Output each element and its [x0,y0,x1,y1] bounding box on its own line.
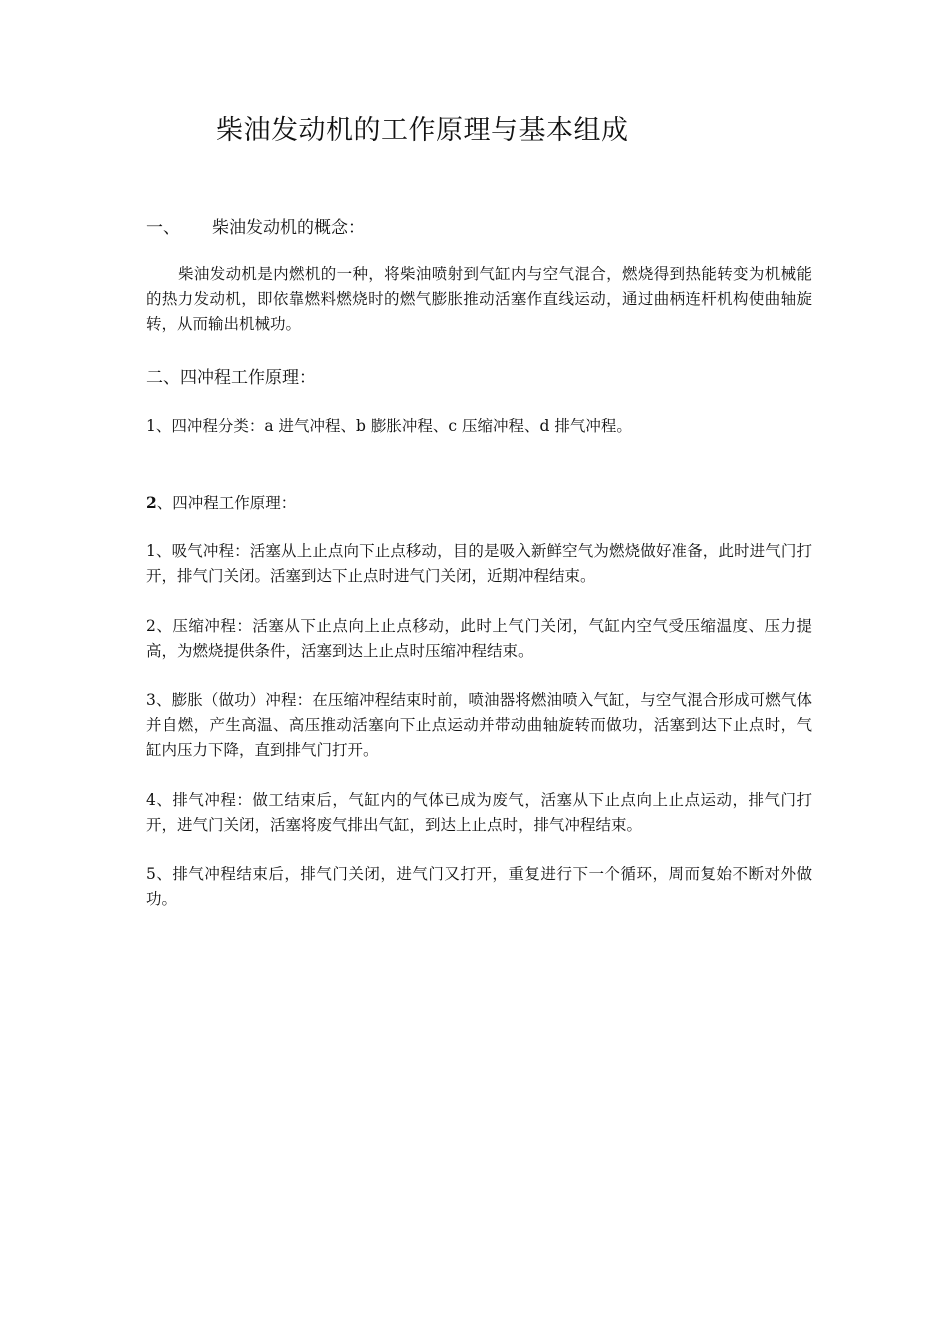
step-cycle-paragraph: 5、排气冲程结束后，排气门关闭，进气门又打开，重复进行下一个循环，周而复始不断对外做功。 [146,865,812,908]
section-1-number: 一、 [146,218,180,238]
section-1-paragraph: 柴油发动机是内燃机的一种，将柴油喷射到气缸内与空气混合，燃烧得到热能转变为机械能的热力发动机，即依靠燃料燃烧时的燃气膨胀推动活塞作直线运动，通过曲柄连杆机构使曲轴旋转，从而输出机械功。 [146,265,812,333]
step-intake-paragraph: 1、吸气冲程：活塞从上止点向下止点移动，目的是吸入新鲜空气为燃烧做好准备，此时进气门打开，排气门关闭。活塞到达下止点时进气门关闭，近期冲程结束。 [146,542,812,585]
principle-heading-text: 、四冲程工作原理： [156,494,297,512]
step-compression-paragraph: 2、压缩冲程：活塞从下止点向上止点移动，此时上气门关闭，气缸内空气受压缩温度、压力提高，为燃烧提供条件，活塞到达上止点时压缩冲程结束。 [146,617,812,660]
principle-heading [146,490,812,516]
section-2-heading: 二、四冲程工作原理： [146,368,316,388]
step-power-paragraph: 3、膨胀（做功）冲程：在压缩冲程结束时前，喷油器将燃油喷入气缸，与空气混合形成可燃气体并自燃，产生高温、高压推动活塞向下止点运动并带动曲轴旋转而做功，活塞到达下止点时，气缸内压力下降，直到排气门打开。 [146,691,812,759]
section-1-heading [146,214,365,242]
classification-paragraph: 1、四冲程分类：a 进气冲程、b 膨胀冲程、c 压缩冲程、d 排气冲程。 [146,417,632,435]
document-title: 柴油发动机的工作原理与基本组成 [216,115,629,146]
step-exhaust-paragraph: 4、排气冲程：做工结束后，气缸内的气体已成为废气，活塞从下止点向上止点运动，排气门打开，进气门关闭，活塞将废气排出气缸，到达上止点时，排气冲程结束。 [146,791,812,834]
section-1-title: 柴油发动机的概念： [212,218,365,238]
principle-number: 2 [146,493,157,512]
